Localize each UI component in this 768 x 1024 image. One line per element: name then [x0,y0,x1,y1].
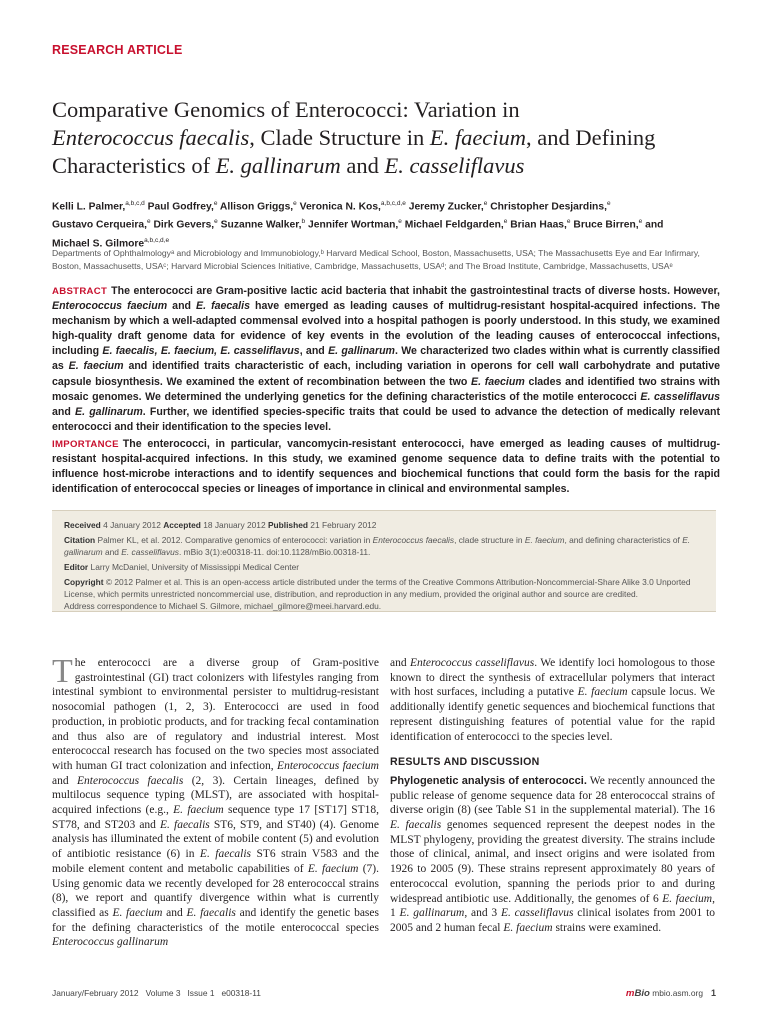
author: Bruce Birren, [570,219,639,231]
affiliations [52,247,742,272]
citation-text: . mBio 3(1):e00318-11. doi:10.1128/mBio.00318-11. [179,547,371,557]
author: Veronica N. Kos, [296,201,381,213]
species: E. gallinarum [328,345,395,358]
body-text: and [52,774,77,787]
abstract-text: The enterococci are Gram-positive lactic acid bacteria that inhabit the gastrointestinal tracts of diverse hosts. However, [111,285,720,297]
citation-text: Palmer KL, et al. 2012. Comparative genomics of enterococci: variation in [95,535,373,545]
title-line-1: Comparative Genomics of Enterococci: Variation in [52,97,520,122]
citation-text: , and defining characteristics of [564,535,683,545]
body-column-left [52,653,379,950]
abstract [52,284,720,435]
affil-marker: e [606,200,611,207]
affil-marker: e [503,218,508,226]
copyright-text: © 2012 Palmer et al. This is an open-access article distributed under the terms of the Creative Commons Attribution-Noncommercial-Share Alike 3.0 Unported License, which permits unrestricted noncommercial use, distribution, and reproduction in any medium, provided the original author and source are credited. [64,577,691,599]
species: E. gallinarum [399,907,465,920]
title-species-4: E. casseliflavus [384,153,525,178]
footer-right [626,988,716,999]
published-label: Published [267,520,308,530]
author: Paul Godfrey, [144,201,214,213]
abstract-text: and [52,405,76,418]
dates-row [64,519,704,531]
species: E. faecium [173,804,224,817]
importance-label: IMPORTANCE [52,439,119,450]
species: Enterococcus casseliflavus [409,657,535,669]
species: E. faecalis [186,906,236,919]
title-text-2: , Clade Structure in [249,125,430,150]
species: E. faecium [68,360,124,373]
species: E. faecium [524,535,565,545]
body-text: . We identify loci homologous to those known to direct the synthesis of extracellular polymers that interact with host surfaces, including a putative [390,657,715,699]
citation-text: and [102,547,122,557]
logo-bio: Bio [634,988,650,999]
affiliation-line: Departments of Ophthalmologyᵃ and Microbiology and Immunobiology,ᵇ Harvard Medical School, Boston, Massachusetts, USA; The Massachusetts Eye and Ear Infirmary, [52,248,700,258]
affil-marker: e [214,218,218,226]
species: E. faecium [112,906,163,919]
section-heading: RESULTS AND DISCUSSION [390,756,540,769]
author: Brian Haas, [507,219,567,231]
species: E. faecalis [196,300,250,313]
body-paragraph [390,656,715,744]
issue-info: January/February 2012 Volume 3 Issue 1 e00318-11 [52,988,261,998]
body-text: ST6 strain V583 and the mobile element content and metabolic capabilities of [52,848,379,875]
abstract-text: and [167,300,197,313]
author: Dirk Gevers, [150,219,215,231]
species: E. gallinarum [64,535,691,557]
author: Gustavo Cerqueira, [52,219,147,231]
editor-name: Larry McDaniel, University of Mississippi Medical Center [88,562,300,572]
editor-label: Editor [64,562,89,572]
author: Suzanne Walker, [217,219,302,231]
article-type-label: RESEARCH ARTICLE [52,43,183,57]
affil-marker: e [398,218,402,226]
article-info-box [52,510,716,612]
species: Enterococcus faecium [277,759,379,772]
run-in-heading: Phylogenetic analysis of enterococci. [390,774,587,787]
affil-marker: a,b,c,d [125,200,145,207]
species: Enterococcus faecalis [77,774,184,787]
article-title [52,96,732,180]
author: Michael Feldgarden, [401,219,504,231]
body-text: (2, 3). Certain lineages, defined by multilocus sequence typing (MLST), are associated with hospital-acquired infections (e.g., [52,774,379,817]
body-text: genomes sequenced represent the deepest nodes in the MLST phylogeny, providing the greatest diversity. The strains include those of clinical, animal, and insect origins and were isolated from 1926 to 2005 (9). These strains represent approximately 80 years of enterococcal evolution, spanning the periods prior to and during widespread antibiotic use. Additionally, the genomes of 6 [390,819,715,905]
editor-row [64,561,704,573]
author-list [52,196,732,251]
body-text: he enterococci are a diverse group of Gram-positive gastrointestinal (GI) tract colonizers with lifestyles ranging from intestinal symbiont to environmental persister to multidrug-resistant nosocomial pathogen (1, 2, 3). Enterococci are used in food production, in probiotic products, and for tracking fecal contamination and thus also are of regulatory and industrial interest. Most enterococcal research has focused on the two species most associated with human GI tract colonization and infection, [52,657,379,772]
species: Enterococcus gallinarum [52,936,169,949]
species: E. faecium [503,921,553,934]
body-text: capsule locus. We additionally identify genetic sequences and biochemical functions that represent distinguishing features of potential value for the rapid identification of enterococci to the species level. [390,686,715,743]
journal-site-link[interactable]: mbio.asm.org [649,988,703,998]
importance-statement [52,437,720,497]
affil-marker: a,b,c,d,e [144,236,170,244]
affil-marker: e [566,218,571,226]
body-text: clinical isolates from 2001 to 2005 and 2 human fecal [390,907,716,934]
abstract-text: , and [299,345,329,358]
affil-marker: a,b,c,d,e [380,200,406,207]
abstract-text: clades and identified two strains with mosaic genomes. We determined the underlying genetics for the defining characteristics of the motile enterococci [52,375,720,403]
species: E. faecalis, E. faecium, E. casseliflavus [102,345,300,358]
body-paragraph [390,774,715,936]
abstract-text: . Further, we identified species-specific traits that could be used to advance the detection of medically relevant enterococci and their identification to the species level. [52,405,720,433]
accepted-label: Accepted [163,520,201,530]
author: Allison Griggs, [217,201,294,213]
abstract-label: ABSTRACT [52,286,108,297]
species: E. casseliflavus [500,907,574,920]
title-species-1: Enterococcus faecalis [52,125,250,150]
body-text: and [162,906,187,919]
received-date: 4 January 2012 [100,520,164,530]
species: E. faecalis [160,818,210,831]
species: E. faecium [307,862,359,875]
accepted-date: 18 January 2012 [200,520,268,530]
affil-marker: e [147,218,151,226]
page-number: 1 [710,988,716,998]
title-text-4: Characteristics of [52,153,216,178]
species: Enterococcus faecium [52,300,168,313]
title-species-3: E. gallinarum [215,153,341,178]
affil-marker: b [301,218,306,226]
affil-marker: e [638,218,643,226]
author: Kelli L. Palmer, [52,201,126,213]
species: E. faecalis [199,848,252,861]
species: E. faecium [662,892,713,905]
page-footer [52,988,716,1002]
abstract-text: and identified traits characteristic of each, including variation in operons for cell wall carbohydrate and putative capsule biosynthesis. We examined the extent of recombination between the two [52,360,721,388]
body-text: sequence type 17 [ST17] ST18, ST78, and ST203 and [52,804,379,831]
affil-marker: e [293,200,297,207]
body-text: strains were examined. [552,921,662,934]
author-conjunction: and [642,219,664,231]
title-text-5: and [340,153,385,178]
body-text: ST6, ST9, and ST40) (4). Genome analysis has illuminated the extent of mobile content (5) and evolution of antibiotic resistance (6) in [52,818,379,861]
author: Michael S. Gilmore [52,238,145,250]
body-text: and [390,657,410,669]
author: Christopher Desjardins, [487,201,607,213]
body-text: (7). Using genomic data we recently developed for 28 enterococcal strains (8), we report and quantify divergence within what is currently classified as [52,862,379,919]
abstract-text: have emerged as leading causes of multidrug-resistant hospital-acquired infections. The mechanism by which a well-adapted commensal evolved into a hospital pathogen is poorly understood. In this study, we examined high-quality draft genome data for evidence of key events in the evolution of the leading causes of enterococcal infections, including [52,300,721,358]
citation-text: , clade structure in [454,535,525,545]
body-text: , and 3 [464,907,501,920]
species: E. casseliflavus [121,547,179,557]
importance-text: The enterococci, in particular, vancomycin-resistant enterococci, have emerged as leading causes of multidrug-resistant hospital-acquired infections. In this study, we examined genome sequence data to define traits with the potential to influence host-microbe interactions and to identify sequences and biochemical functions that could form the basis for the rapid identification of enterococcal species or lineages of importance in clinical and environmental samples. [52,438,720,496]
affil-marker: e [483,200,488,207]
species: Enterococcus faecalis [372,535,455,545]
copyright-row [64,576,704,600]
title-species-2: E. faecium [429,125,527,150]
drop-cap: T [52,653,73,690]
received-label: Received [64,520,101,530]
species: E. faecium [577,686,628,699]
body-text: , 1 [390,892,715,920]
copyright-label: Copyright [64,577,104,587]
mbio-logo [626,988,650,998]
body-column-right [390,656,715,936]
species: E. faecalis [390,819,442,832]
citation-row [64,534,704,558]
author: Jennifer Wortman, [305,219,399,231]
affil-marker: e [213,200,218,207]
abstract-text: . We characterized two clades within what is currently classified as [52,345,721,373]
body-text: We recently announced the public release of genome sequence data for 28 enterococcal strains of diverse origin (8) (see Table S1 in the supplemental material). The 16 [390,774,715,817]
correspondence-row: Address correspondence to Michael S. Gilmore, michael_gilmore@meei.harvard.edu. [64,601,382,611]
species: E. casseliflavus [640,390,720,403]
body-text: and identify the genetic bases for the defining characteristics of the motile enterococcal species [52,906,379,934]
affiliation-line: Boston, Massachusetts, USAᶜ; Harvard Microbial Sciences Initiative, Cambridge, Massachusetts, USAᵈ; and The Broad Institute, Cambridge, Massachusetts, USAᵉ [52,260,673,271]
citation-label: Citation [64,535,96,545]
title-text-3: , and Defining [526,125,656,150]
species: E. gallinarum [75,405,143,418]
species: E. faecium [471,375,525,388]
published-date: 21 February 2012 [307,520,377,530]
author: Jeremy Zucker, [405,201,484,213]
logo-m: m [625,988,635,999]
